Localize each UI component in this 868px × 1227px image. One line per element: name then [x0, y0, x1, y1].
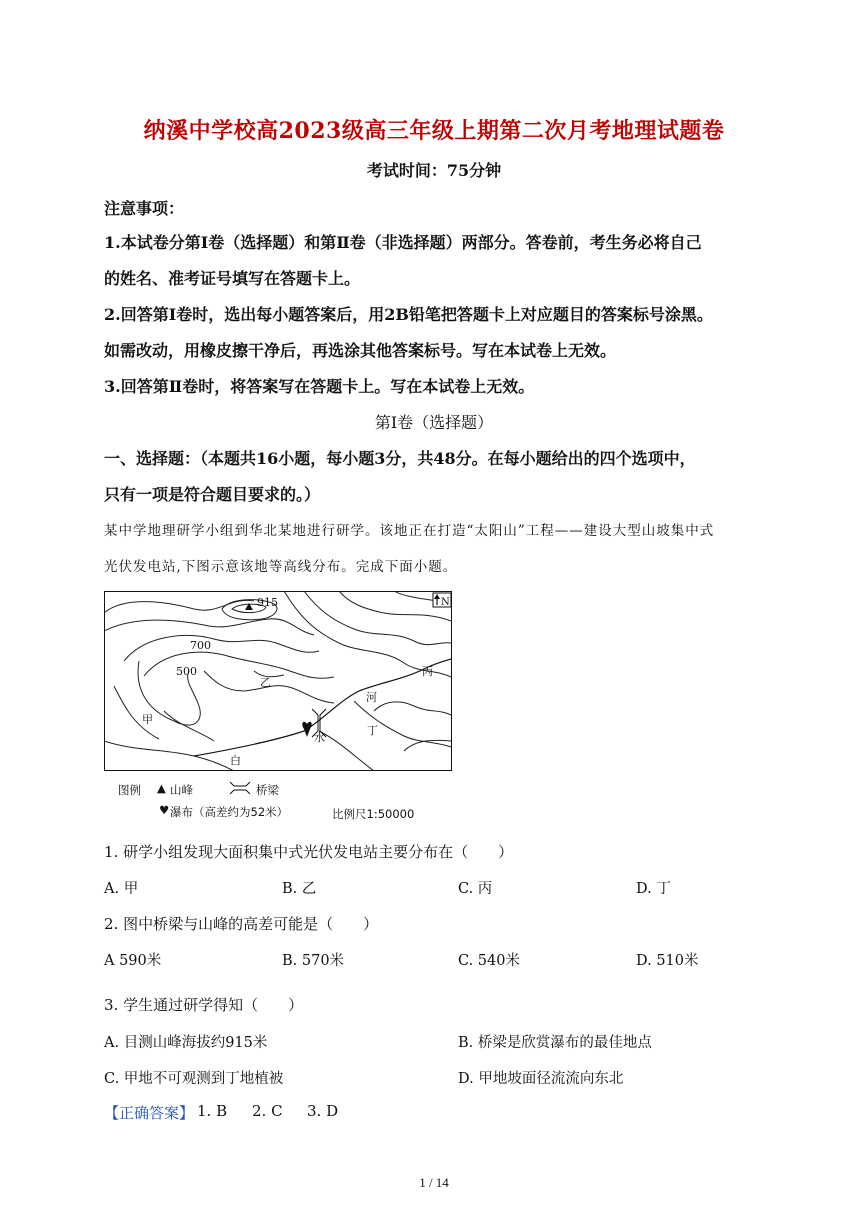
- bridge-icon: [229, 781, 251, 795]
- answer-3: 3. D: [307, 1102, 339, 1120]
- legend-waterfall: 瀑布（高差约为52米）: [170, 805, 289, 819]
- legend-scale: 比例尺1:50000: [332, 807, 415, 821]
- question-1-stem: 1. 研学小组发现大面积集中式光伏发电站主要分布在（ ）: [104, 843, 514, 861]
- question-2-option-a[interactable]: A 590米: [104, 953, 162, 969]
- question-1-option-b[interactable]: B. 乙: [282, 881, 317, 897]
- exam-time: 考试时间：75分钟: [366, 161, 502, 180]
- answer-1: 1. B: [197, 1102, 228, 1120]
- answer-label: 【正确答案】: [104, 1104, 195, 1122]
- notes-line-5: 3.回答第Ⅱ卷时，将答案写在答题卡上。写在本试卷上无效。: [104, 377, 535, 396]
- waterfall-icon: ♥: [159, 803, 170, 817]
- passage-line-2: 光伏发电站,下图示意该地等高线分布。完成下面小题。: [104, 559, 458, 575]
- question-2-stem: 2. 图中桥梁与山峰的高差可能是（ ）: [104, 915, 379, 933]
- question-1-option-a[interactable]: A. 甲: [104, 881, 139, 897]
- section-title: 第Ⅰ卷（选择题）: [374, 413, 494, 432]
- question-3-option-a[interactable]: A. 目测山峰海拔约915米: [104, 1035, 268, 1051]
- question-3-stem: 3. 学生通过研学得知（ ）: [104, 996, 304, 1014]
- answer-2: 2. C: [252, 1102, 283, 1120]
- section-intro-2: 只有一项是符合题目要求的。）: [104, 485, 321, 504]
- map-peak-elevation: 915: [257, 596, 278, 609]
- exam-title: 纳溪中学校高2023级高三年级上期第二次月考地理试题卷: [143, 118, 725, 144]
- map-place-yi: 乙: [260, 676, 271, 689]
- section-intro-1: 一、选择题：（本题共16小题，每小题3分，共48分。在每小题给出的四个选项中，: [104, 449, 696, 468]
- map-north-label: N: [441, 597, 450, 608]
- notes-heading: 注意事项：: [104, 199, 185, 218]
- map-river-he: 河: [366, 691, 377, 704]
- map-contour-500: 500: [176, 665, 197, 678]
- passage-line-1: 某中学地理研学小组到华北某地进行研学。该地正在打造“太阳山”工程——建设大型山坡集中式: [104, 523, 715, 539]
- map-waterfall-label: 水: [314, 731, 325, 744]
- question-2-option-b[interactable]: B. 570米: [282, 953, 345, 969]
- map-contour-700: 700: [190, 639, 211, 652]
- question-3-option-d[interactable]: D. 甲地坡面径流流向东北: [458, 1071, 624, 1087]
- map-place-bing: 丙: [422, 665, 433, 678]
- legend-title: 图例: [118, 783, 141, 797]
- question-3-option-c[interactable]: C. 甲地不可观测到丁地植被: [104, 1071, 284, 1087]
- question-2-option-c[interactable]: C. 540米: [458, 953, 520, 969]
- notes-line-3: 2.回答第Ⅰ卷时，选出每小题答案后，用2B铅笔把答题卡上对应题目的答案标号涂黑。: [104, 305, 713, 324]
- legend-peak: 山峰: [170, 783, 193, 797]
- notes-line-1: 1.本试卷分第Ⅰ卷（选择题）和第Ⅱ卷（非选择题）两部分。答卷前，考生务必将自己: [104, 233, 702, 252]
- question-1-option-d[interactable]: D. 丁: [636, 881, 671, 897]
- notes-line-2: 的姓名、准考证号填写在答题卡上。: [104, 269, 361, 288]
- contour-map: [104, 591, 452, 771]
- map-place-jia: 甲: [142, 713, 153, 726]
- notes-line-4: 如需改动，用橡皮擦干净后，再选涂其他答案标号。写在本试卷上无效。: [104, 341, 617, 360]
- page-number: 1 / 14: [419, 1175, 449, 1190]
- question-2-option-d[interactable]: D. 510米: [636, 953, 699, 969]
- map-river-bai: 白: [230, 754, 241, 767]
- peak-icon: ▲: [157, 781, 166, 795]
- legend-bridge: 桥梁: [256, 783, 279, 797]
- map-place-ding: 丁: [367, 724, 378, 737]
- question-1-option-c[interactable]: C. 丙: [458, 881, 493, 897]
- question-3-option-b[interactable]: B. 桥梁是欣赏瀑布的最佳地点: [458, 1035, 652, 1051]
